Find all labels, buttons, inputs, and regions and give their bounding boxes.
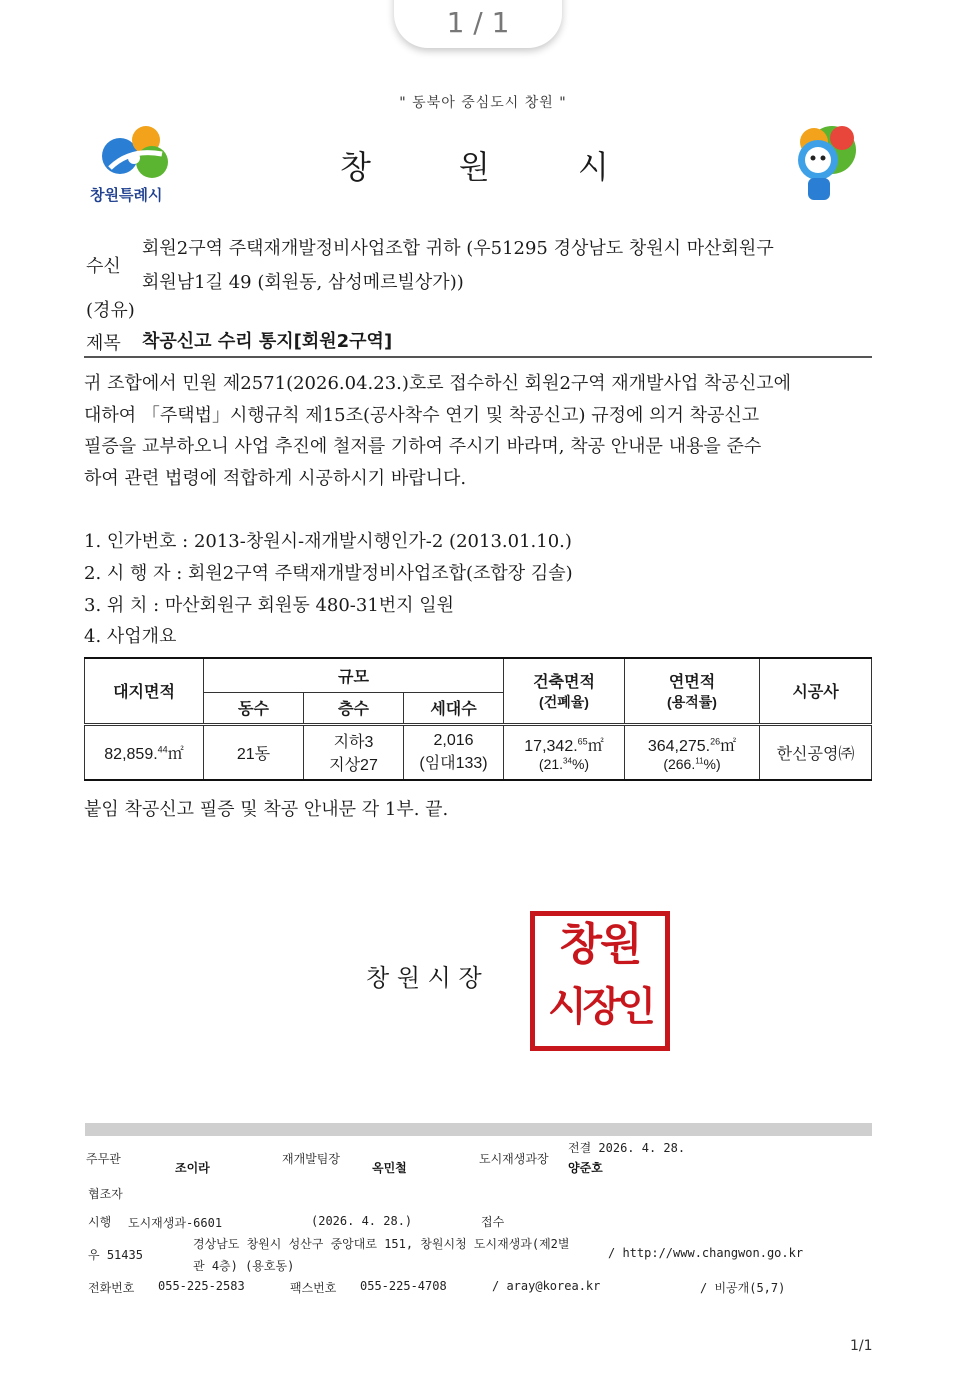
- coverage-decimal: 34: [563, 756, 572, 766]
- official-seal-icon: [530, 911, 670, 1051]
- page-footer-number: 1/1: [850, 1338, 873, 1354]
- seal-line-2: 시장인: [548, 984, 652, 1030]
- far-value: (266.: [663, 755, 696, 772]
- phone-label: 전화번호: [88, 1281, 135, 1295]
- building-area-value: 17,342.: [524, 737, 578, 755]
- fax-number: 055-225-4708: [360, 1279, 447, 1293]
- cell-floor-area: [625, 724, 760, 780]
- floors-above: 지상27: [329, 757, 378, 775]
- zip-code: 우 51435: [88, 1248, 143, 1262]
- subject-value: 착공신고 수리 통지[회원2구역]: [142, 331, 393, 352]
- header-floor-area: [625, 658, 760, 724]
- body-paragraph: [84, 368, 876, 494]
- cell-floors: [304, 724, 404, 780]
- cell-building-area: [504, 724, 625, 780]
- disclosure-status: / 비공개(5,7): [700, 1281, 786, 1295]
- header-floors: 층수: [304, 692, 404, 724]
- receipt-label: 접수: [481, 1215, 505, 1229]
- site-area-value: 82,859.: [104, 745, 158, 763]
- body-line: 필증을 교부하오니 사업 추진에 철저를 기하여 주시기 바라며, 착공 안내문 내용을 준수: [84, 436, 762, 457]
- item-location: 3. 위 치 : 마산회원구 회원동 480-31번지 일원: [84, 595, 455, 616]
- subject-divider: [84, 356, 872, 358]
- page-indicator: 1 / 1: [394, 0, 562, 48]
- dept-label: 도시재생과장: [479, 1152, 549, 1166]
- staff-label: 주무관: [86, 1152, 121, 1166]
- units-total: 2,016: [433, 731, 474, 749]
- recipient-label: 수신: [86, 256, 121, 277]
- site-area-decimal: 44: [157, 744, 168, 755]
- cell-buildings: 21동: [204, 724, 304, 780]
- item-operator: 2. 시 행 자 : 회원2구역 주택재개발정비사업조합(조합장 김솔): [84, 563, 573, 584]
- coop-label: 협조자: [88, 1187, 123, 1201]
- floor-area-unit: ㎡: [720, 737, 737, 755]
- units-rental: (임대133): [419, 754, 488, 772]
- cell-units: [404, 724, 504, 780]
- floor-area-value: 364,275.: [647, 737, 711, 755]
- header-building-area-label: 건축면적: [533, 674, 595, 692]
- signer: 창 원 시 장: [366, 964, 482, 992]
- header-site-area: 대지면적: [85, 658, 204, 724]
- header-scale: 규모: [204, 658, 504, 692]
- staff-name: 조이라: [175, 1161, 210, 1175]
- document-title: 창원시: [340, 148, 697, 186]
- homepage-link[interactable]: / http://www.changwon.go.kr: [608, 1246, 804, 1260]
- project-overview-table: [84, 657, 872, 781]
- header-floor-area-sub: (용적률): [667, 694, 717, 711]
- attachment-note: 붙임 착공신고 필증 및 착공 안내문 각 1부. 끝.: [84, 799, 449, 820]
- exec-number: 도시재생과-6601: [128, 1216, 223, 1230]
- site-area-unit: ㎡: [167, 745, 184, 763]
- header-building-area-sub: (건폐율): [539, 694, 589, 711]
- floors-below: 지하3: [333, 734, 374, 752]
- coverage-value: (21.: [538, 755, 564, 772]
- slogan: " 동북아 중심도시 창원 ": [399, 95, 567, 111]
- cell-site-area: [85, 724, 204, 780]
- address-line-1: 경상남도 창원시 성산구 중앙대로 151, 창원시청 도시재생과(제2별: [193, 1237, 570, 1251]
- floor-area-decimal: 26: [710, 736, 721, 747]
- header-units: 세대수: [404, 692, 504, 724]
- exec-date: (2026. 4. 28.): [311, 1214, 413, 1228]
- far-unit: %): [703, 755, 721, 772]
- email-address[interactable]: / aray@korea.kr: [492, 1279, 601, 1293]
- team-label: 재개발팀장: [282, 1152, 340, 1166]
- body-line: 귀 조합에서 민원 제2571(2026.04.23.)호로 접수하신 회원2구역 재개발사업 착공신고에: [84, 373, 792, 394]
- building-area-decimal: 65: [577, 736, 588, 747]
- seal-line-1: 창원: [559, 919, 641, 970]
- footer-divider: [85, 1123, 872, 1136]
- building-area-unit: ㎡: [587, 737, 604, 755]
- via-label: (경유): [86, 300, 135, 321]
- recipient-line-1: 회원2구역 주택재개발정비사업조합 귀하 (우51295 경상남도 창원시 마산회원구: [142, 238, 774, 259]
- fax-label: 팩스번호: [290, 1281, 337, 1295]
- cell-contractor: 한신공영㈜: [760, 724, 872, 780]
- header-floor-area-label: 연면적: [668, 674, 716, 692]
- far-decimal: 11: [695, 756, 704, 766]
- address-line-2: 관 4층) (용호동): [193, 1259, 295, 1273]
- dept-name: 양준호: [568, 1161, 603, 1175]
- mascot-icon: [784, 120, 864, 206]
- logo-text: 창원특례시: [90, 186, 163, 204]
- recipient-line-2: 회원남1길 49 (회원동, 삼성메르빌상가)): [142, 272, 464, 293]
- subject-label: 제목: [86, 333, 121, 354]
- team-name: 옥민철: [372, 1161, 407, 1175]
- item-overview: 4. 사업개요: [84, 626, 177, 647]
- header-contractor: 시공사: [760, 658, 872, 724]
- exec-label: 시행: [88, 1215, 112, 1229]
- header-buildings: 동수: [204, 692, 304, 724]
- header-building-area: [504, 658, 625, 724]
- approval-date: 전결 2026. 4. 28.: [568, 1141, 686, 1155]
- body-line: 하여 관련 법령에 적합하게 시공하시기 바랍니다.: [84, 467, 467, 489]
- coverage-unit: %): [571, 755, 590, 772]
- item-approval-no: 1. 인가번호 : 2013-창원시-재개발시행인가-2 (2013.01.10.): [84, 531, 572, 552]
- body-line: 대하여 「주택법」시행규칙 제15조(공사착수 연기 및 착공신고) 규정에 의거 착공신고: [84, 404, 760, 426]
- phone-number: 055-225-2583: [158, 1279, 245, 1293]
